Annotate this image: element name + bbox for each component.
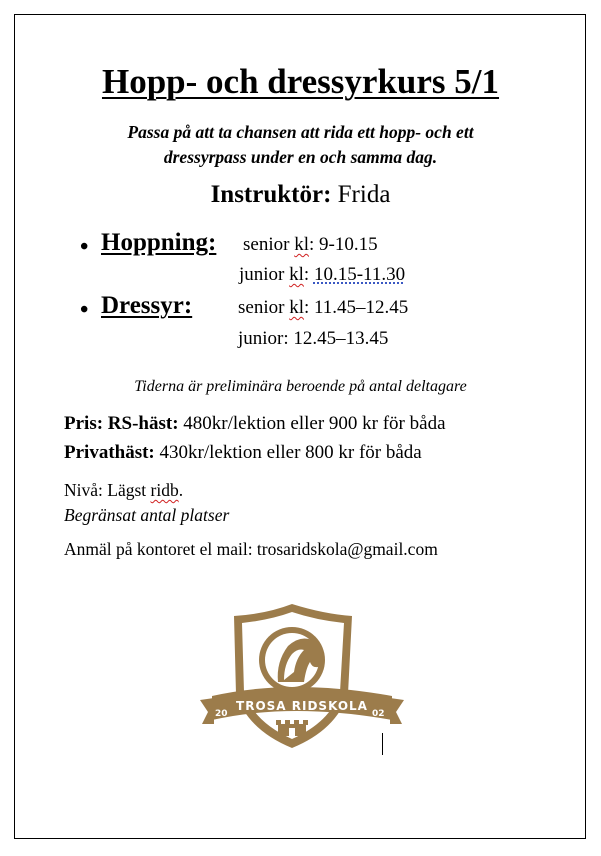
level-prefix: Nivå: Lägst — [64, 480, 151, 500]
level-suffix: . — [178, 480, 184, 500]
price-rs-value: 480kr/lektion eller 900 kr för båda — [178, 413, 446, 434]
junior-time-value: 10.15-11.30 — [313, 264, 406, 285]
instructor-label: Instruktör: — [210, 181, 332, 208]
kl-word: kl — [289, 264, 304, 285]
dressyr-senior-time — [238, 297, 408, 319]
price-rs-line — [64, 413, 446, 435]
instructor-name: Frida — [337, 181, 391, 208]
text-cursor — [382, 733, 383, 755]
bullet-dressyr: • — [80, 297, 89, 323]
price-private-line — [64, 442, 422, 464]
senior-time-value: : 11.45–12.45 — [303, 297, 409, 318]
senior-prefix: senior — [238, 297, 290, 318]
level-word: ridb — [150, 480, 179, 500]
price-private-label: Privathäst: — [64, 442, 155, 463]
limited-spots: Begränsat antal platser — [64, 505, 230, 525]
page-title: Hopp- och dressyrkurs 5/1 — [101, 62, 500, 101]
preliminary-note: Tiderna är preliminära beroende på antal deltagare — [134, 378, 467, 395]
contact-line: Anmäl på kontoret el mail: trosaridskola@gmail.com — [64, 539, 438, 559]
price-private-value: 430kr/lektion eller 800 kr för båda — [154, 442, 422, 463]
level-line — [64, 480, 183, 501]
dressyr-label: Dressyr: — [101, 292, 193, 319]
bullet-hoppning: • — [80, 234, 89, 260]
logo-year-right: 02 — [372, 709, 385, 719]
price-rs-label: Pris: RS-häst: — [64, 413, 179, 434]
dressyr-junior-time: junior: 12.45–13.45 — [238, 328, 389, 349]
hoppning-label: Hoppning: — [101, 229, 217, 256]
subtitle-line-2: dressyrpass under en och samma dag. — [163, 147, 438, 167]
subtitle — [0, 120, 601, 170]
trosa-ridskola-logo — [196, 602, 408, 754]
senior-prefix: senior — [243, 234, 295, 255]
junior-prefix: junior — [239, 264, 290, 285]
hoppning-junior-time — [239, 264, 405, 286]
hoppning-senior-time — [243, 234, 378, 256]
senior-time-value: : 9-10.15 — [308, 234, 378, 255]
logo-banner-text: TROSA RIDSKOLA — [236, 699, 368, 713]
junior-colon: : — [303, 264, 314, 285]
subtitle-line-1: Passa på att ta chansen att rida ett hopp- och ett — [127, 122, 474, 142]
kl-word: kl — [294, 234, 309, 255]
kl-word: kl — [289, 297, 304, 318]
logo-year-left: 20 — [215, 709, 228, 719]
instructor-line — [0, 181, 601, 209]
